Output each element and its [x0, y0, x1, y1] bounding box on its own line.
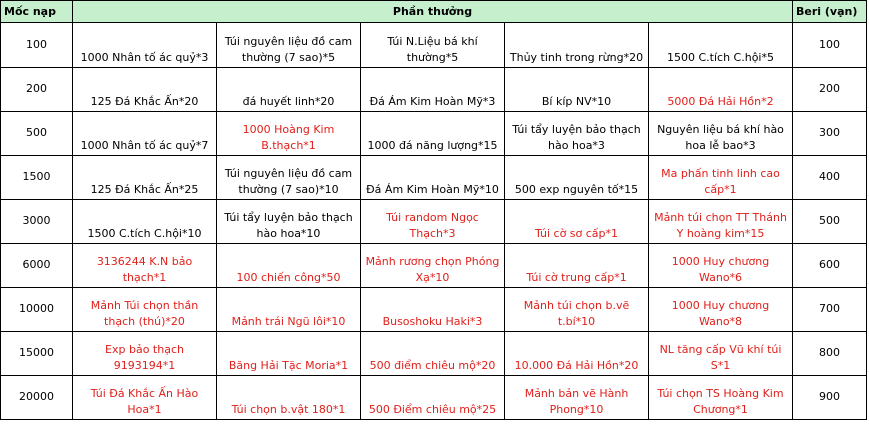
table-row [1, 332, 867, 376]
moc-nap-cell: 100 [1, 23, 73, 68]
header-moc-nap: Mốc nạp [1, 1, 73, 23]
moc-nap-cell: 20000 [1, 376, 73, 420]
table-row [1, 23, 867, 68]
reward-cell: Túi tẩy luyện bảo thạch hào hoa*3 [505, 112, 649, 156]
reward-cell: 1000 Huy chương Wano*6 [649, 244, 793, 288]
reward-cell: 500 Điểm chiêu mộ*25 [361, 376, 505, 420]
reward-cell: Ma phấn tinh linh cao cấp*1 [649, 156, 793, 200]
reward-cell: Túi chọn TS Hoàng Kim Chương*1 [649, 376, 793, 420]
table-row [1, 244, 867, 288]
reward-cell: 1000 Hoàng Kim B.thạch*1 [217, 112, 361, 156]
reward-cell: Mảnh túi chọn b.vẽ t.bí*10 [505, 288, 649, 332]
reward-cell: Túi cờ trung cấp*1 [505, 244, 649, 288]
moc-nap-cell: 10000 [1, 288, 73, 332]
reward-cell: Thủy tinh trong rừng*20 [505, 23, 649, 68]
beri-cell: 100 [793, 23, 867, 68]
reward-cell: Túi random Ngọc Thạch*3 [361, 200, 505, 244]
reward-cell: Mảnh rương chọn Phóng Xạ*10 [361, 244, 505, 288]
reward-cell: 100 chiến công*50 [217, 244, 361, 288]
reward-cell: Băng Hải Tặc Moria*1 [217, 332, 361, 376]
reward-cell: Busoshoku Haki*3 [361, 288, 505, 332]
reward-cell: 1000 Huy chương Wano*8 [649, 288, 793, 332]
moc-nap-cell: 500 [1, 112, 73, 156]
reward-cell: Bí kíp NV*10 [505, 68, 649, 112]
beri-cell: 600 [793, 244, 867, 288]
reward-cell: Mảnh bản vẽ Hành Phong*10 [505, 376, 649, 420]
moc-nap-cell: 3000 [1, 200, 73, 244]
beri-cell: 900 [793, 376, 867, 420]
reward-cell: 125 Đá Khắc Ấn*20 [73, 68, 217, 112]
reward-cell: 10.000 Đá Hải Hồn*20 [505, 332, 649, 376]
reward-cell: Túi Đá Khắc Ấn Hào Hoa*1 [73, 376, 217, 420]
moc-nap-cell: 1500 [1, 156, 73, 200]
reward-cell: Túi cờ sơ cấp*1 [505, 200, 649, 244]
beri-cell: 300 [793, 112, 867, 156]
reward-cell: Đá Ám Kim Hoàn Mỹ*10 [361, 156, 505, 200]
beri-cell: 500 [793, 200, 867, 244]
reward-cell: 5000 Đá Hải Hồn*2 [649, 68, 793, 112]
reward-cell: 1000 Nhân tố ác quỷ*7 [73, 112, 217, 156]
moc-nap-cell: 6000 [1, 244, 73, 288]
reward-cell: Nguyên liệu bá khí hào hoa lễ bao*3 [649, 112, 793, 156]
reward-cell: 125 Đá Khắc Ấn*25 [73, 156, 217, 200]
beri-cell: 700 [793, 288, 867, 332]
reward-cell: Túi tẩy luyện bảo thạch hào hoa*10 [217, 200, 361, 244]
moc-nap-cell: 15000 [1, 332, 73, 376]
beri-cell: 800 [793, 332, 867, 376]
reward-cell: 500 điểm chiêu mộ*20 [361, 332, 505, 376]
reward-cell: đá huyết linh*20 [217, 68, 361, 112]
reward-cell: Túi N.Liệu bá khí thường*5 [361, 23, 505, 68]
reward-cell: Túi nguyên liệu đồ cam thường (7 sao)*10 [217, 156, 361, 200]
reward-cell: 3136244 K.N bảo thạch*1 [73, 244, 217, 288]
reward-cell: Túi chọn b.vật 180*1 [217, 376, 361, 420]
table-row [1, 156, 867, 200]
header-beri: Beri (vạn) [793, 1, 867, 23]
table-body [1, 23, 867, 420]
table-row [1, 376, 867, 420]
table-row [1, 288, 867, 332]
reward-cell: Mảnh túi chọn TT Thánh Y hoàng kim*15 [649, 200, 793, 244]
header-phan-thuong: Phần thưởng [73, 1, 793, 23]
reward-cell: NL tăng cấp Vũ khí túi S*1 [649, 332, 793, 376]
beri-cell: 200 [793, 68, 867, 112]
reward-cell: Mảnh trái Ngũ lôi*10 [217, 288, 361, 332]
table-row [1, 68, 867, 112]
reward-cell: Exp bảo thạch 9193194*1 [73, 332, 217, 376]
reward-cell: Mảnh Túi chọn thần thạch (thú)*20 [73, 288, 217, 332]
reward-cell: 1000 Nhân tố ác quỷ*3 [73, 23, 217, 68]
table-row [1, 200, 867, 244]
beri-cell: 400 [793, 156, 867, 200]
reward-cell: 1500 C.tích C.hội*5 [649, 23, 793, 68]
moc-nap-cell: 200 [1, 68, 73, 112]
header-row [1, 1, 867, 23]
reward-cell: 500 exp nguyên tố*15 [505, 156, 649, 200]
reward-cell: 1500 C.tích C.hội*10 [73, 200, 217, 244]
reward-cell: 1000 đá năng lượng*15 [361, 112, 505, 156]
table-row [1, 112, 867, 156]
reward-cell: Túi nguyên liệu đồ cam thường (7 sao)*5 [217, 23, 361, 68]
reward-cell: Đá Ám Kim Hoàn Mỹ*3 [361, 68, 505, 112]
